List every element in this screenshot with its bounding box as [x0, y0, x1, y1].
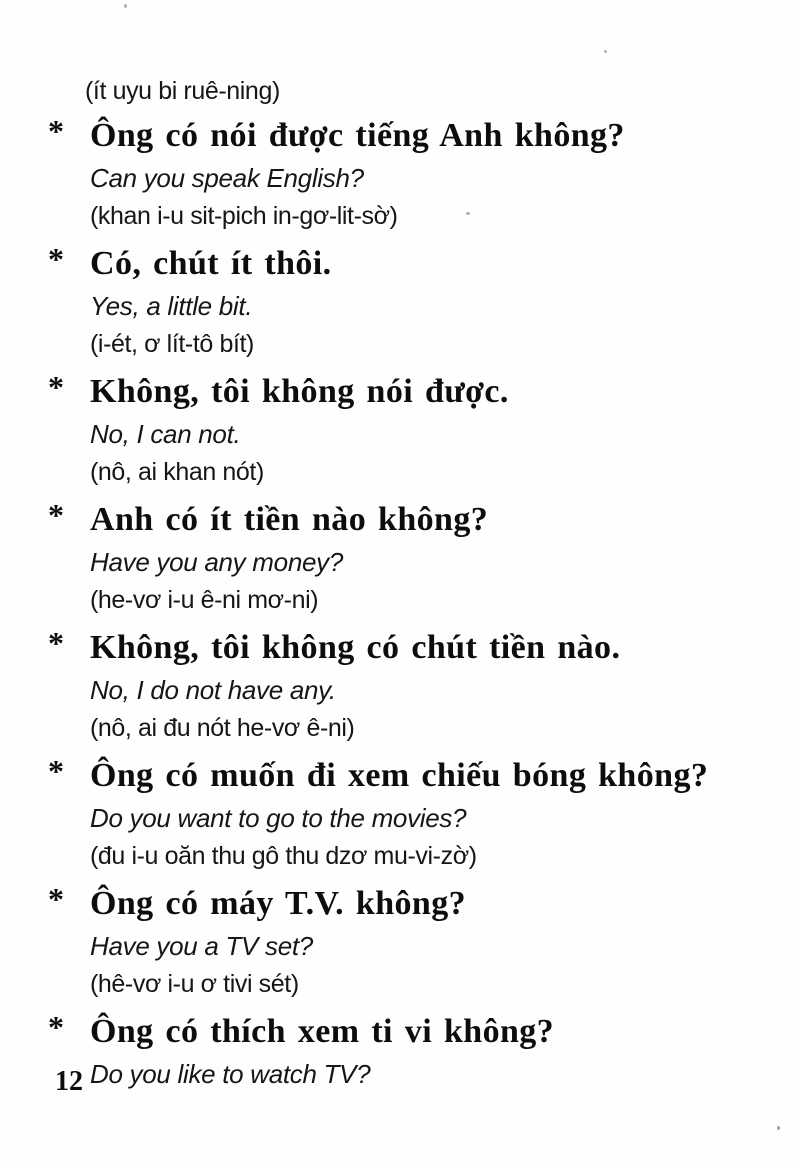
asterisk-marker: * — [48, 881, 64, 917]
scan-speck — [777, 1126, 780, 1130]
asterisk-marker: * — [48, 113, 64, 149]
phrase-entry — [48, 880, 790, 1003]
phonetic-transcription: (i-ét, ơ lít-tô bít) — [90, 330, 254, 358]
phonetic-transcription: (hê-vơ i-u ơ tivi sét) — [90, 970, 299, 998]
asterisk-marker: * — [48, 1009, 64, 1045]
english-translation: Have you any money? — [90, 547, 344, 577]
vietnamese-phrase: Không, tôi không nói được. — [90, 373, 509, 410]
phrase-entry — [48, 240, 790, 363]
vietnamese-phrase: Anh có ít tiền nào không? — [90, 501, 489, 538]
vietnamese-phrase: Ông có nói được tiếng Anh không? — [90, 117, 625, 154]
vietnamese-phrase: Có, chút ít thôi. — [90, 245, 332, 282]
scan-speck — [466, 212, 470, 215]
english-translation: Do you like to watch TV? — [90, 1059, 371, 1089]
vietnamese-phrase: Không, tôi không có chút tiền nào. — [90, 629, 621, 666]
phonetic-transcription: (nô, ai khan nót) — [90, 458, 264, 486]
english-translation: Have you a TV set? — [90, 931, 313, 961]
asterisk-marker: * — [48, 753, 64, 789]
english-translation: Can you speak English? — [90, 163, 364, 193]
asterisk-marker: * — [48, 625, 64, 661]
english-translation: Do you want to go to the movies? — [90, 803, 467, 833]
phonetic-transcription: (đu i-u oăn thu gô thu dzơ mu-vi-zờ) — [90, 842, 477, 870]
phonetic-transcription: (he-vơ i-u ê-ni mơ-ni) — [90, 586, 319, 614]
phrase-entry — [48, 112, 790, 235]
page-number: 12 — [55, 1066, 83, 1097]
scan-speck — [604, 50, 607, 53]
phonetic-continuation-line: (ít uyu bi ruê-ning) — [85, 77, 280, 105]
vietnamese-phrase: Ông có máy T.V. không? — [90, 885, 467, 922]
asterisk-marker: * — [48, 497, 64, 533]
phrase-entry — [48, 368, 790, 491]
phonetic-transcription: (khan i-u sit-pich in-gơ-lit-sờ) — [90, 202, 398, 230]
phrase-entry — [48, 752, 790, 875]
scan-speck — [124, 4, 127, 8]
english-translation: No, I can not. — [90, 419, 241, 449]
asterisk-marker: * — [48, 241, 64, 277]
english-translation: No, I do not have any. — [90, 675, 336, 705]
phrase-entry — [48, 624, 790, 747]
vietnamese-phrase: Ông có muốn đi xem chiếu bóng không? — [90, 757, 709, 794]
phrase-entry — [48, 496, 790, 619]
phonetic-transcription: (nô, ai đu nót he-vơ ê-ni) — [90, 714, 355, 742]
vietnamese-phrase: Ông có thích xem ti vi không? — [90, 1013, 555, 1050]
english-translation: Yes, a little bit. — [90, 291, 253, 321]
asterisk-marker: * — [48, 369, 64, 405]
